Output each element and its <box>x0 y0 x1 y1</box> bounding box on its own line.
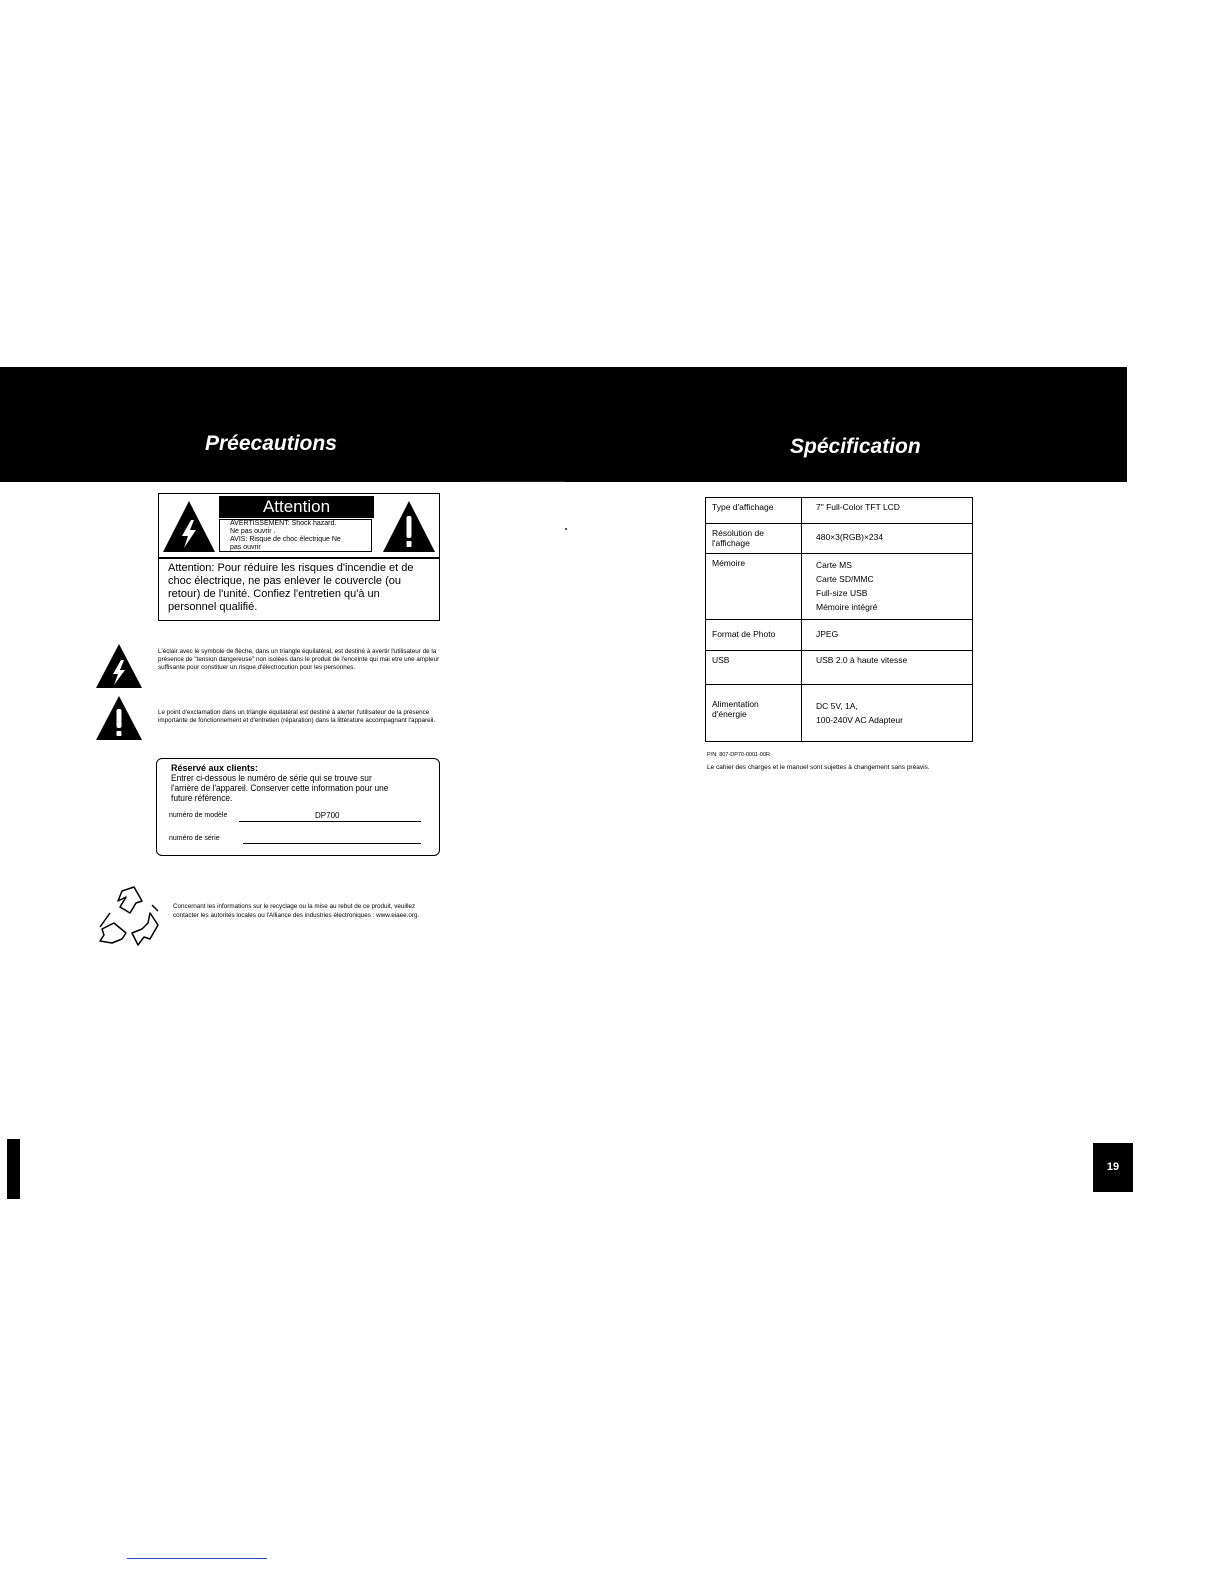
table-row <box>706 651 973 685</box>
recycle-icon <box>92 883 168 959</box>
table-row <box>706 498 973 524</box>
page-number: 19 <box>1093 1143 1133 1192</box>
table-row <box>706 554 973 620</box>
lightning-triangle-icon <box>95 642 143 690</box>
attention-text: Attention: Pour réduire les risques d'incendie et de choc électrique, ne pas enlever le couvercle (ou retour) de l'unité. Confiez l'entretien qu'à un personnel qualifié. <box>168 562 414 613</box>
spec-label: Mémoire <box>706 554 802 620</box>
table-row <box>706 524 973 554</box>
client-info-box <box>156 758 440 856</box>
spec-value: DC 5V, 1A, 100-240V AC Adapteur <box>802 685 973 742</box>
spec-table <box>705 497 973 742</box>
spec-value: JPEG <box>802 620 973 651</box>
recycle-text: Concernant les informations sur le recyclage ou la mise au rebut de ce produit, veuillez contacter les autorités locales ou l'Alliance des industries électroniques : www.eiaee.org. <box>173 903 420 919</box>
serial-number-line <box>243 843 421 844</box>
page-title-right: Spécification <box>790 435 921 458</box>
spec-label: Type d'affichage <box>706 498 802 524</box>
spec-note: Le cahier des charges et le manuel sont sujettes à changement sans préavis. <box>707 764 930 771</box>
exclamation-triangle-icon <box>381 498 437 554</box>
attention-box <box>158 493 440 621</box>
part-number: P/N: 807-DP70-0001-00R <box>707 752 770 758</box>
spec-label: Alimentation d'énergie <box>706 685 802 742</box>
footer-line <box>127 1558 267 1559</box>
model-number-value: DP700 <box>315 811 340 820</box>
spec-value: Carte MS Carte SD/MMC Full-size USB Mémoire intégré <box>802 554 973 620</box>
attention-divider <box>159 557 439 559</box>
spec-label: USB <box>706 651 802 685</box>
client-box-title: Réservé aux clients: <box>171 763 259 773</box>
page-title-left: Préecautions <box>205 432 337 455</box>
spec-label: Format de Photo <box>706 620 802 651</box>
lightning-triangle-icon <box>161 498 217 554</box>
page-edge-marker <box>7 1139 20 1199</box>
exclamation-triangle-icon <box>95 694 143 742</box>
exclamation-warning-text: Le point d'exclamation dans un triangle équilatéral est destiné à alerter l'utilisateur de la présence importante de fonctionnement et d'entretien (réparation) dans la littérature accompagnant l'appareil. <box>158 709 436 724</box>
divider <box>480 481 565 482</box>
model-number-line <box>239 821 421 822</box>
model-number-label: numéro de modèle <box>169 812 228 819</box>
header-banner <box>0 367 1127 482</box>
spec-value: USB 2.0 à haute vitesse <box>802 651 973 685</box>
attention-heading: Attention <box>219 496 374 518</box>
lightning-warning-text: L'éclair avec le symbole de flèche, dans un triangle équilatéral, est destiné à avertir l'utilisateur de la présence de "tension dangereuse" non isolées dans le produit de l'enceinte qui mai etre une ampleur suffisante pour constituer un risque d'électrocution pour les personnes. <box>158 648 440 671</box>
spec-value: 7" Full-Color TFT LCD <box>802 498 973 524</box>
stray-mark <box>565 528 567 530</box>
table-row <box>706 620 973 651</box>
client-box-body: Entrer ci-dessous le numéro de série qui se trouve sur l'arrière de l'appareil. Conserver cette information pour une future référence. <box>171 773 389 804</box>
spec-label: Résolution de l'affichage <box>706 524 802 554</box>
table-row <box>706 685 973 742</box>
serial-number-label: numéro de série <box>169 835 220 842</box>
spec-value: 480×3(RGB)×234 <box>802 524 973 554</box>
attention-small-text: AVERTISSEMENT: Shock hazard. Ne pas ouvrir . AVIS: Risque de choc électrique Ne pas ouvrir <box>219 519 372 552</box>
